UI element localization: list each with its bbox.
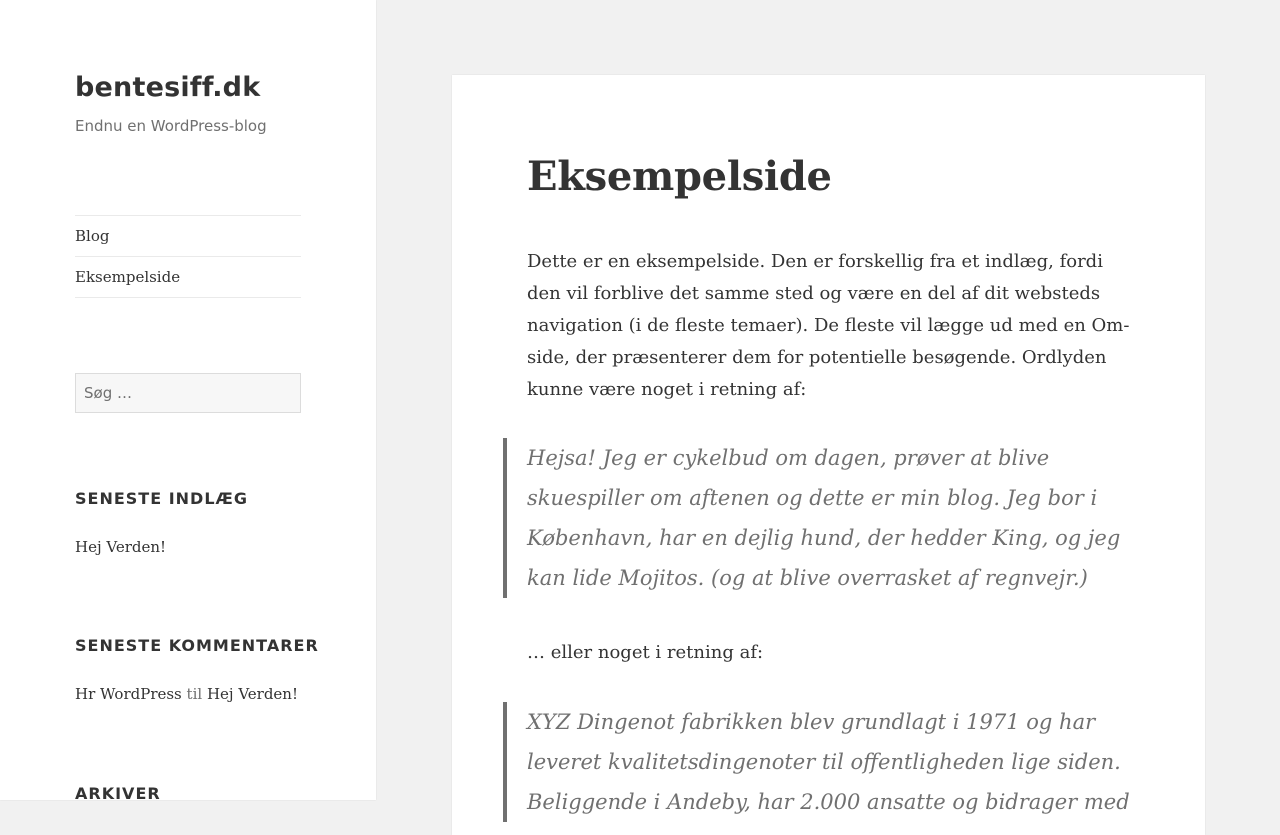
main-navigation bbox=[75, 215, 301, 298]
nav-item-eksempelside[interactable]: Eksempelside bbox=[75, 257, 301, 298]
blockquote-1: Hejsa! Jeg er cykelbud om dagen, prøver at blive skuespiller om aftenen og dette er min blog. Jeg bor i København, har en dejlig hund, der hedder King, og jeg kan lide Mojitos. (og at blive overrasket af regnvejr.) bbox=[503, 438, 1137, 598]
intro-paragraph: Dette er en eksempelside. Den er forskellig fra et indlæg, fordi den vil forblive det samme sted og være en del af dit websteds navigation (i de fleste temaer). De fleste vil lægge ud med en Om-side, der præsenterer dem for potentielle besøgende. Ordlyden kunne være noget i retning af: bbox=[527, 251, 1130, 400]
comment-post-link[interactable]: Hej Verden! bbox=[206, 685, 299, 703]
comment-connector: til bbox=[186, 685, 203, 703]
site-title-link[interactable]: bentesiff.dk bbox=[75, 72, 261, 103]
search-input[interactable]: Søg … bbox=[75, 373, 301, 413]
recent-post-link[interactable]: Hej Verden! bbox=[75, 538, 167, 556]
site-description: Endnu en WordPress-blog bbox=[75, 117, 267, 135]
article-card bbox=[452, 75, 1205, 835]
nav-item-blog[interactable]: Blog bbox=[75, 216, 301, 257]
sidebar bbox=[0, 0, 376, 803]
between-paragraph: … eller noget i retning af: bbox=[527, 642, 764, 663]
recent-comments-title: SENESTE KOMMENTARER bbox=[75, 636, 319, 655]
archives-title: ARKIVER bbox=[75, 784, 161, 803]
page-title: Eksempelside bbox=[527, 153, 832, 200]
blockquote-2: XYZ Dingenot fabrikken blev grundlagt i 1971 og har leveret kvalitetsdingenoter til offentligheden lige siden. Beliggende i Andeby, har 2.000 ansatte og bidrager med bbox=[503, 702, 1137, 822]
comment-author-link[interactable]: Hr WordPress bbox=[75, 685, 182, 703]
recent-posts-title: SENESTE INDLÆG bbox=[75, 489, 249, 508]
recent-comment bbox=[75, 685, 298, 703]
